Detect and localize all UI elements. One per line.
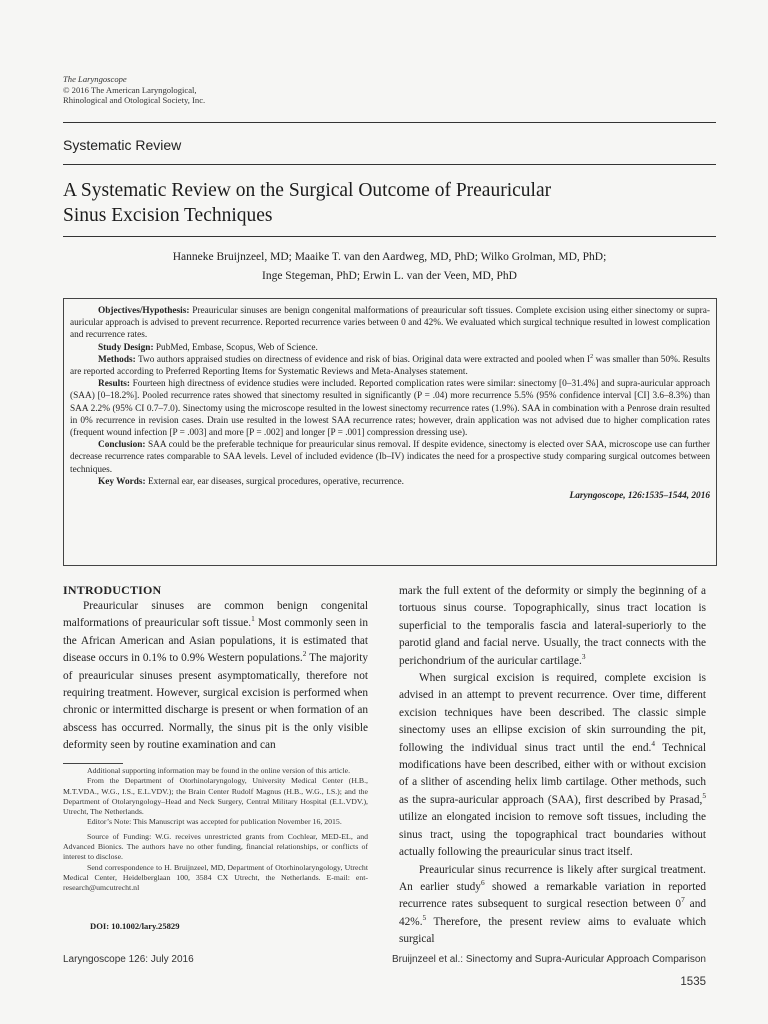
ref-3: 3 [581,651,586,661]
copyright-line: © 2016 The American Laryngological, [63,84,197,95]
abstract-objectives [70,305,710,342]
abstract-results [70,378,710,439]
methods-text-a: Two authors appraised studies on directness of evidence and risk of bias. Original data were extracted and pooled when I [138,354,591,365]
design-text: PubMed, Embase, Scopus, Web of Science. [155,342,318,353]
intro-r2-c: utilize an elongated incision to remove soft tissues, including the sinus tract, using the topographical tract boundaries without actually following the preauricular sinus tract itself. [399,811,706,859]
footnote-funding: Source of Funding: W.G. receives unrestricted grants from Cochlear, MED-EL, and Advanced Bionics. The authors have no other funding, financial relationships, or conflicts of interest to disclose. [63,831,368,862]
top-rule [63,122,716,123]
authors-line-1: Hanneke Bruijnzeel, MD; Maaike T. van den Aardweg, MD, PhD; Wilko Grolman, MD, PhD; [172,251,607,263]
paper-title [63,178,713,228]
ref-5: 5 [702,791,706,801]
intro-paragraph-1 [63,598,368,755]
intro-p1-b: Most commonly seen in the African American and Asian populations, it is estimated that disease occurs in 0.1% to 0.9% Western populations. [63,617,368,665]
results-label: Results: [98,379,131,390]
title-line-2: Sinus Excision Techniques [63,205,273,226]
ref-6: 6 [480,878,485,888]
methods-text-b: was smaller than 50%. Results are reported according to Preferred Reporting Items for Systematic Reviews and Meta-Analyses statement. [70,354,710,378]
intro-p1-c: The majority of preauricular sinuses present asymptomatically, therefore not requiring treatment. However, surgical excision is performed when chronic or intermitted discharge is present or when formation of an abscess has occurred. Normally, the sinus pit is the only visible deformity seen by routine examination and can [63,652,368,752]
footnote-editors-note: Editor’s Note: This Manuscript was accepted for publication November 16, 2015. [87,817,342,827]
ref-1: 1 [251,614,255,624]
footnote-supporting-info: Additional supporting information may be found in the online version of this article. [87,766,351,775]
ref-7: 7 [681,895,685,905]
page-number: 1535 [680,976,706,988]
authors-line-2: Inge Stegeman, PhD; Erwin L. van der Veen, MD, PhD [262,270,517,282]
intro-r3-b: showed a remarkable variation in reported recurrence rates subsequent to surgical resection between 0 [399,880,706,911]
section-rule [63,164,716,165]
design-label: Study Design: [98,342,154,353]
intro-r3-d: Therefore, the present review aims to evaluate which surgical [399,915,706,946]
journal-citation: Laryngoscope, 126:1535–1544, 2016 [569,491,710,502]
footnote-correspondence: Send correspondence to H. Bruijnzeel, MD, Department of Otorhinolaryngology, Utrecht Medical Center, Heidelberglaan 100, 3584 CX Utrecht, the Netherlands. E-mail: ent-research@umcutrecht.nl [63,862,368,893]
left-column [63,583,368,755]
conclusion-text: SAA could be the preferable technique for preauricular sinus removal. If despite evidence, sinectomy is elected over SAA, microscope use can further decrease recurrence rates comparable to SAA levels. Level of included evidence (Ib–IV) indicates the need for a prospective study comparing surgical outcomes between techniques. [70,440,710,475]
abstract-box [63,298,717,566]
footnote-rule [63,763,123,764]
methods-label: Methods: [98,354,136,365]
abstract-design [70,342,710,354]
ref-2: 2 [302,649,307,659]
intro-r2-b: Technical modifications have been described, either with or without excision of a slither of ascending helix limb cartilage. Other methods, such as the supra-auricular approach (SAA), first described by Prasad, [399,741,706,806]
section-label: Systematic Review [63,137,182,153]
ref-5b: 5 [422,912,427,922]
society-line: Rhinological and Otological Society, Inc. [63,95,206,105]
abstract-keywords [70,476,710,488]
intro-p1-a: Preauricular sinuses are common benign congenital malformations of preauricular soft tissue. [63,600,368,630]
intro-r1-a: mark the full extent of the deformity or simply the beginning of a tortuous sinus course. Topographically, sinus tract location is superficial to the temporalis fascia and lateral-superiorly to the parotid gland and facial nerve. Usually, the tract connects with the perichondrium of the auricular cartilage. [399,585,706,667]
intro-r2-a: When surgical excision is required, complete excision is advised in an attempt to prevent recurrence. Over time, different excision techniques have been described. The classic simple sinectomy uses an ellipse excision of skin surrounding the pit, following the individual sinus tract until the end. [399,672,706,754]
objectives-text: Preauricular sinuses are benign congenital malformations of preauricular soft tissues. Complete excision using either sinectomy or supra-auricular approach is advised to prevent recurrence. Reported recurrence varies between 0 and 42%. We evaluated which surgical technique resulted in lowest complication and recurrence rates. [70,306,710,341]
journal-header [63,74,205,106]
title-line-1: A Systematic Review on the Surgical Outcome of Preauricular [63,180,552,201]
intro-paragraph-1-cont [399,583,706,670]
abstract-conclusion [70,439,710,476]
author-list [63,248,716,286]
footer-running-title: Bruijnzeel et al.: Sinectomy and Supra-Auricular Approach Comparison [391,954,706,965]
conclusion-label: Conclusion: [98,440,146,451]
results-text: Fourteen high directness of evidence studies were included. Reported complication rates were similar: sinectomy [0–31.4%] and supra-auricular approach (SAA) [0–18.2%]. Pooled recurrence rates showed that sinectomy resulted in significantly (P = .04) more recurrence 5.5% (95% confidence interval [CI] 3.6–8.3%) than SAA 2.2% (95% CI 0.7–7.0). Sinectomy using the microscope resulted in the lowest sinectomy recurrence rates (1.9%). SAA in combination with a Penrose drain resulted in 0% recurrence in revision cases. Drain use resulted in the lowest SAA recurrence rates; however, drain application was not advised due to higher complication rates (frequent wound infection [P = .003] and more [P = .002] and longer [P = .001] compression dressing use). [70,379,710,439]
abstract-methods [70,354,710,378]
journal-name: The Laryngoscope [63,74,127,84]
footnotes [63,766,368,894]
title-rule [63,236,716,237]
footer-journal-issue: Laryngoscope 126: July 2016 [63,954,194,965]
keywords-text: External ear, ear diseases, surgical procedures, operative, recurrence. [147,476,404,487]
ref-4: 4 [651,738,656,748]
intro-paragraph-2 [399,670,706,861]
intro-r3-c: and 42%. [399,898,706,928]
intro-heading: INTRODUCTION [63,583,162,597]
right-column [399,583,706,949]
doi: DOI: 10.1002/lary.25829 [90,921,180,931]
objectives-label: Objectives/Hypothesis: [98,306,190,316]
keywords-label: Key Words: [98,476,146,487]
intro-r3-a: Preauricular sinus recurrence is likely after surgical treatment. An earlier study [399,863,706,893]
methods-superscript: 2 [590,353,594,360]
footnote-affiliations: From the Department of Otorhinolaryngology, University Medical Center (H.B., M.T.VDA., W.G., I.S., E.L.VDV.); the Brain Center Rudolf Magnus (H.B., W.G., I.S.); and the Department of Otolaryngology–Head and Neck Surgery, Central Military Hospital (E.L.VDV.), Utrecht, The Netherlands. [63,776,368,817]
intro-paragraph-3 [399,862,706,949]
